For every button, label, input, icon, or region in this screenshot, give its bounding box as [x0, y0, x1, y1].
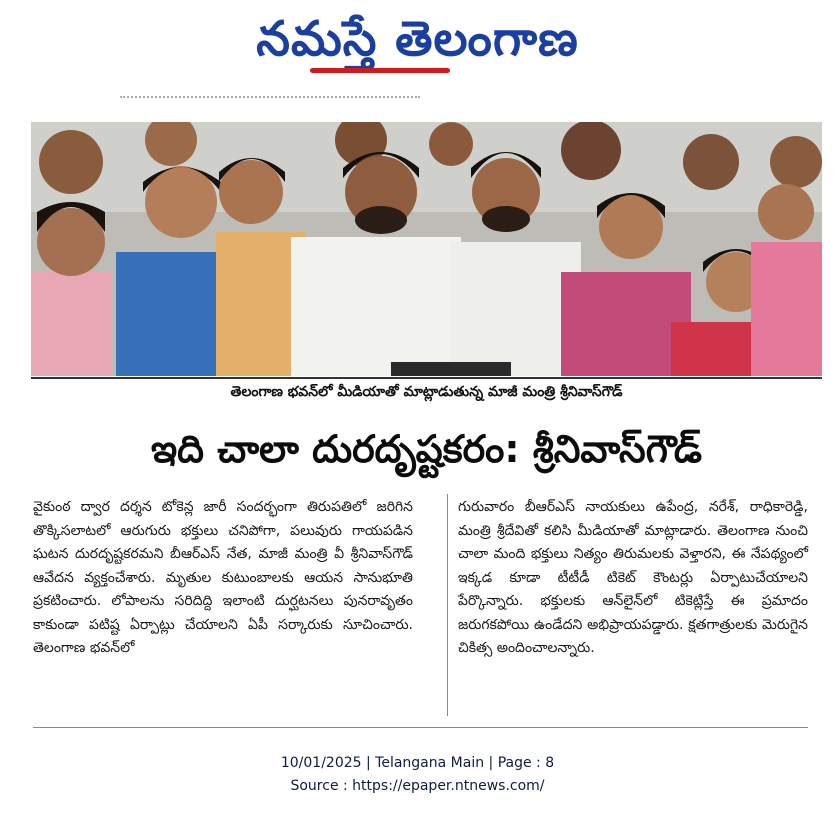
news-photo-illustration — [31, 122, 822, 376]
masthead-red-swash — [310, 68, 450, 73]
article-left-column: వైకుంఠ ద్వార దర్శన టోకెన్ల జారీ సందర్భంగా తిరుపతిలో జరిగిన తొక్కిసలాటలో ఆరుగురు భక్తులు చనిపోగా, పలువురు గాయపడిన ఘటన దురదృష్టకరమని బీఆర్‌ఎస్ నేత, మాజీ మంత్రి వీ శ్రీనివాస్‌గౌడ్ ఆవేదన వ్యక్తంచేశారు. మృతుల కుటుంబాలకు ఆయన సానుభూతి ప్రకటించారు. లోపాలను సరిదిద్ది ఇలాంటి దుర్ఘటనలు పునరావృతం కాకుండా పటిష్ట ఏర్పాట్లు చేయాలని ఏపీ సర్కారుకు సూచించారు. తెలంగాణ భవన్‌లో — [33, 499, 413, 656]
photo-caption-bar — [31, 377, 822, 407]
clipping-footer — [0, 752, 835, 798]
masthead-title: నమస్తే తెలంగాణ — [256, 11, 579, 67]
footer-source-link[interactable]: Source : https://epaper.ntnews.com/ — [290, 778, 545, 794]
footer-dateline: 10/01/2025 | Telangana Main | Page : 8 — [280, 755, 555, 771]
article-bottom-rule — [33, 727, 808, 728]
news-photo — [31, 122, 822, 376]
photo-caption: తెలంగాణ భవన్‌లో మీడియాతో మాట్లాడుతున్న మాజీ మంత్రి శ్రీనివాస్‌గౌడ్ — [230, 383, 623, 400]
newspaper-masthead — [0, 4, 835, 74]
clipped-text-remnant — [120, 96, 420, 108]
column-divider — [447, 494, 448, 716]
article-headline: ఇది చాలా దురదృష్టకరం: శ్రీనివాస్‌గౌడ్ — [150, 427, 702, 471]
article-right-column: గురువారం బీఆర్‌ఎస్ నాయకులు ఉపేంద్ర, నరేశ్, రాధికారెడ్డి, మంత్రి శ్రీదేవితో కలిసి మీడియాతో మాట్లాడారు. తెలంగాణ నుంచి చాలా మంది భక్తులు నిత్యం తిరుమలకు వెళ్తారని, ఈ నేపథ్యంలో ఇక్కడ కూడా టీటీడీ టికెట్ కౌంటర్లు ఏర్పాటుచేయాలని పేర్కొన్నారు. భక్తులకు ఆన్‌లైన్‌లో టికెట్లిస్తే ఈ ప్రమాదం జరుగకపోయి ఉండేదని అభిప్రాయపడ్డారు. క్షతగాత్రులకు మెరుగైన చికిత్స అందించాలన్నారు. — [458, 499, 808, 656]
